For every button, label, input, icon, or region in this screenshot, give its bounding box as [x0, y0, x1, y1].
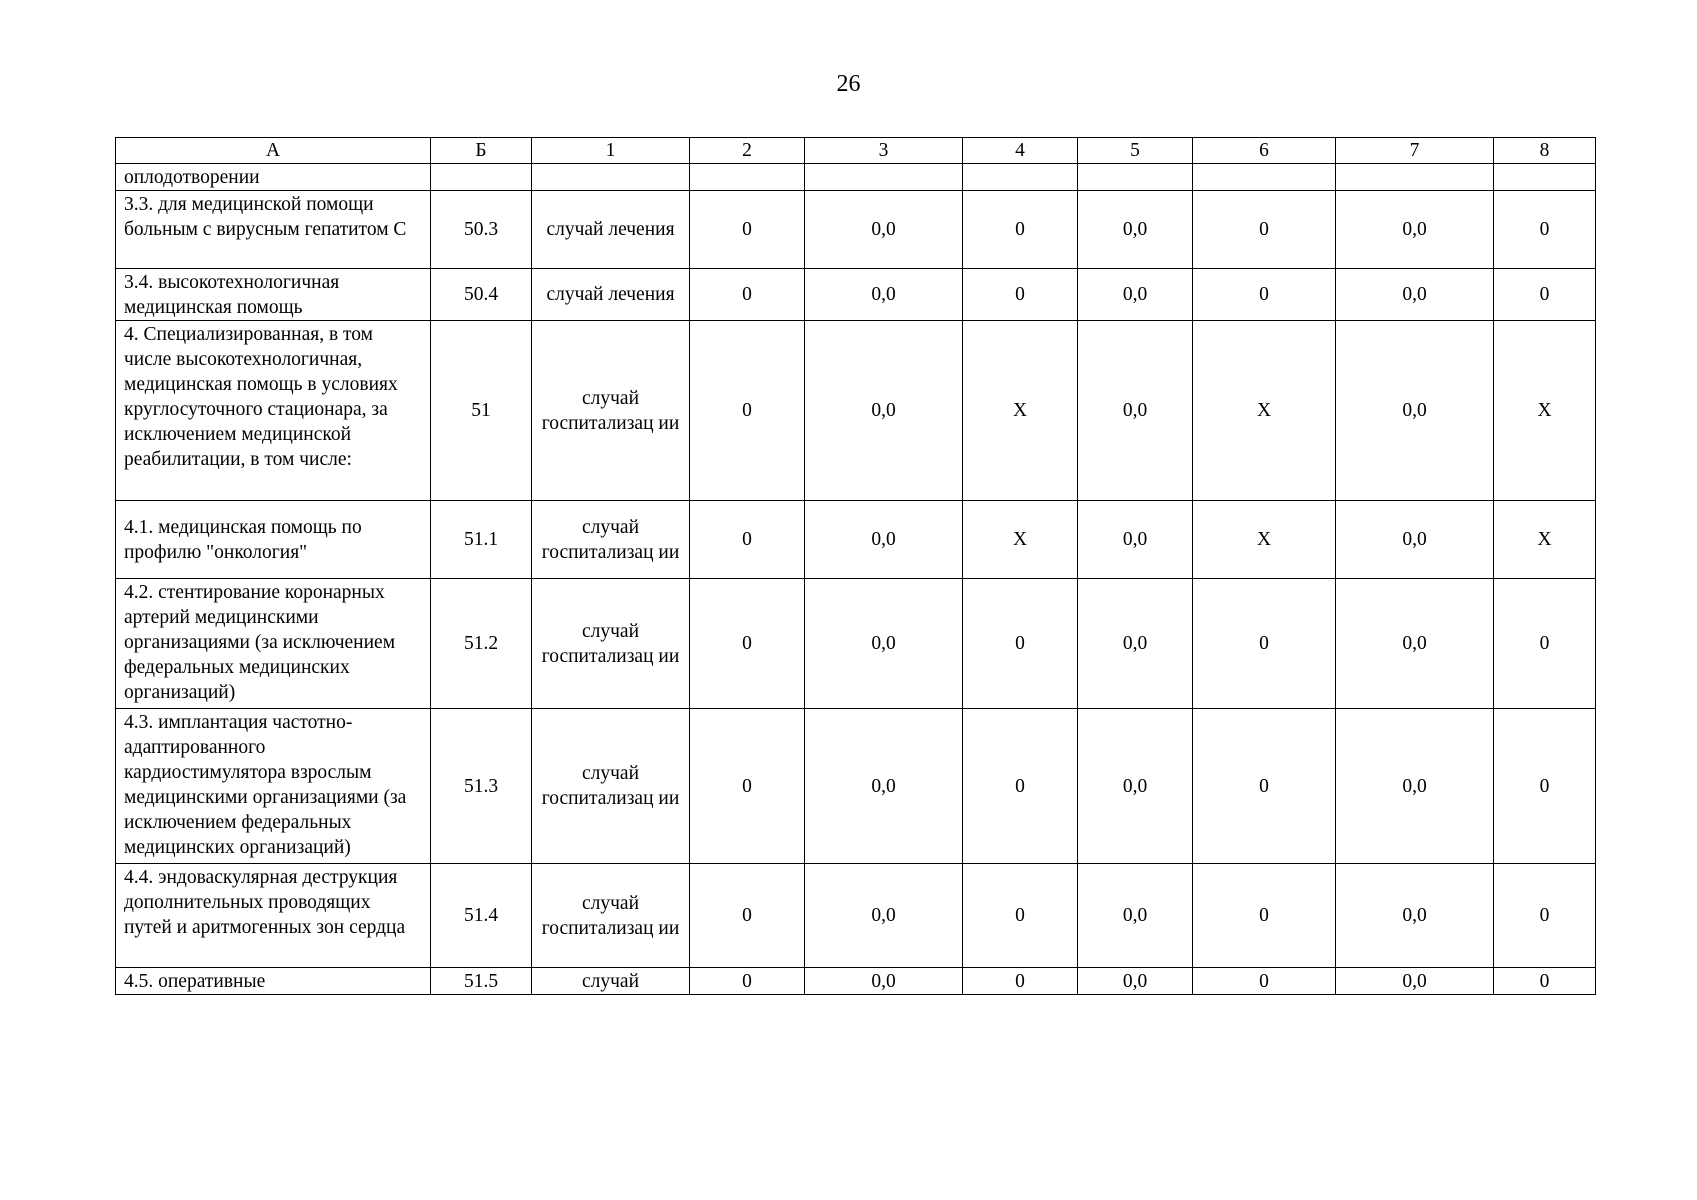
value-cell: Х	[963, 321, 1078, 501]
value-cell: 0	[963, 968, 1078, 995]
value-cell: 0,0	[1336, 321, 1494, 501]
value-cell: 0,0	[1078, 269, 1193, 321]
header-cell: 2	[690, 138, 805, 164]
value-cell: 0	[690, 579, 805, 709]
value-cell: 0	[690, 321, 805, 501]
value-cell: Х	[1193, 321, 1336, 501]
value-cell	[1193, 164, 1336, 191]
value-cell: 0	[1193, 269, 1336, 321]
row-name-cell: оплодотворении	[116, 164, 431, 191]
value-cell: 0	[1193, 191, 1336, 269]
value-cell: 0	[1494, 968, 1596, 995]
row-name-cell: 4.5. оперативные	[116, 968, 431, 995]
value-cell: 0	[1193, 864, 1336, 968]
value-cell	[1336, 164, 1494, 191]
value-cell: 0,0	[1336, 968, 1494, 995]
table-row	[116, 709, 1596, 864]
value-cell: 0,0	[805, 191, 963, 269]
header-cell: 7	[1336, 138, 1494, 164]
table-row	[116, 864, 1596, 968]
value-cell: 0,0	[1078, 864, 1193, 968]
value-cell: 0,0	[805, 968, 963, 995]
page-number: 26	[836, 71, 861, 97]
value-cell	[1078, 164, 1193, 191]
value-cell: 0,0	[1336, 269, 1494, 321]
table-row	[116, 269, 1596, 321]
value-cell: 0,0	[1336, 191, 1494, 269]
unit-cell: случай госпитализац ии	[532, 709, 690, 864]
row-name-cell: 4. Специализированная, в том числе высокотехнологичная, медицинская помощь в условиях круглосуточного стационара, за исключением медицинской реабилитации, в том числе:	[116, 321, 431, 501]
unit-cell	[532, 164, 690, 191]
value-cell: 0,0	[1336, 864, 1494, 968]
table-row	[116, 321, 1596, 501]
header-cell: 8	[1494, 138, 1596, 164]
value-cell: 0	[690, 191, 805, 269]
code-cell: 51.5	[431, 968, 532, 995]
code-cell: 51.1	[431, 501, 532, 579]
row-name-cell: 4.2. стентирование коронарных артерий медицинскими организациями (за исключением федеральных медицинских организаций)	[116, 579, 431, 709]
value-cell	[1494, 164, 1596, 191]
value-cell: Х	[963, 501, 1078, 579]
header-cell: Б	[431, 138, 532, 164]
value-cell: 0	[1494, 864, 1596, 968]
value-cell	[690, 164, 805, 191]
row-name-cell: 3.4. высокотехнологичная медицинская помощь	[116, 269, 431, 321]
table-row	[116, 164, 1596, 191]
table-header-row	[116, 138, 1596, 164]
row-name-cell: 4.3. имплантация частотно-адаптированного кардиостимулятора взрослым медицинскими организациями (за исключением федеральных медицинских организаций)	[116, 709, 431, 864]
value-cell: 0,0	[1336, 709, 1494, 864]
data-table	[115, 137, 1596, 995]
value-cell: 0	[963, 269, 1078, 321]
value-cell: 0,0	[805, 501, 963, 579]
value-cell: 0	[690, 709, 805, 864]
table-row	[116, 579, 1596, 709]
code-cell	[431, 164, 532, 191]
value-cell: 0	[1193, 968, 1336, 995]
value-cell: 0	[963, 579, 1078, 709]
row-name-cell: 3.3. для медицинской помощи больным с вирусным гепатитом С	[116, 191, 431, 269]
value-cell: 0	[1494, 579, 1596, 709]
value-cell: Х	[1193, 501, 1336, 579]
code-cell: 51.2	[431, 579, 532, 709]
header-cell: 4	[963, 138, 1078, 164]
unit-cell: случай лечения	[532, 269, 690, 321]
value-cell: 0	[963, 709, 1078, 864]
value-cell	[805, 164, 963, 191]
row-name-cell: 4.4. эндоваскулярная деструкция дополнительных проводящих путей и аритмогенных зон сердца	[116, 864, 431, 968]
code-cell: 51.3	[431, 709, 532, 864]
value-cell: 0,0	[1336, 579, 1494, 709]
header-cell: 5	[1078, 138, 1193, 164]
value-cell: 0,0	[1078, 579, 1193, 709]
value-cell: 0,0	[805, 579, 963, 709]
value-cell: 0,0	[805, 709, 963, 864]
value-cell: Х	[1494, 501, 1596, 579]
header-cell: А	[116, 138, 431, 164]
unit-cell: случай лечения	[532, 191, 690, 269]
value-cell: 0,0	[805, 321, 963, 501]
value-cell: 0	[1494, 191, 1596, 269]
table-row	[116, 968, 1596, 995]
value-cell: Х	[1494, 321, 1596, 501]
unit-cell: случай госпитализац ии	[532, 321, 690, 501]
value-cell: 0	[690, 968, 805, 995]
header-cell: 6	[1193, 138, 1336, 164]
value-cell: 0,0	[1078, 191, 1193, 269]
value-cell: 0,0	[1336, 501, 1494, 579]
value-cell: 0	[690, 269, 805, 321]
value-cell: 0,0	[1078, 321, 1193, 501]
value-cell: 0	[690, 864, 805, 968]
table-row	[116, 501, 1596, 579]
value-cell: 0	[963, 191, 1078, 269]
header-cell: 3	[805, 138, 963, 164]
value-cell: 0	[1494, 269, 1596, 321]
value-cell: 0,0	[805, 269, 963, 321]
table-row	[116, 191, 1596, 269]
value-cell: 0	[1193, 709, 1336, 864]
unit-cell: случай госпитализац ии	[532, 501, 690, 579]
value-cell: 0,0	[805, 864, 963, 968]
code-cell: 51	[431, 321, 532, 501]
row-name-cell: 4.1. медицинская помощь по профилю "онкология"	[116, 501, 431, 579]
value-cell	[963, 164, 1078, 191]
unit-cell: случай	[532, 968, 690, 995]
code-cell: 50.3	[431, 191, 532, 269]
value-cell: 0	[963, 864, 1078, 968]
value-cell: 0,0	[1078, 968, 1193, 995]
value-cell: 0	[690, 501, 805, 579]
value-cell: 0	[1494, 709, 1596, 864]
header-cell: 1	[532, 138, 690, 164]
value-cell: 0	[1193, 579, 1336, 709]
code-cell: 51.4	[431, 864, 532, 968]
unit-cell: случай госпитализац ии	[532, 579, 690, 709]
code-cell: 50.4	[431, 269, 532, 321]
value-cell: 0,0	[1078, 501, 1193, 579]
value-cell: 0,0	[1078, 709, 1193, 864]
unit-cell: случай госпитализац ии	[532, 864, 690, 968]
